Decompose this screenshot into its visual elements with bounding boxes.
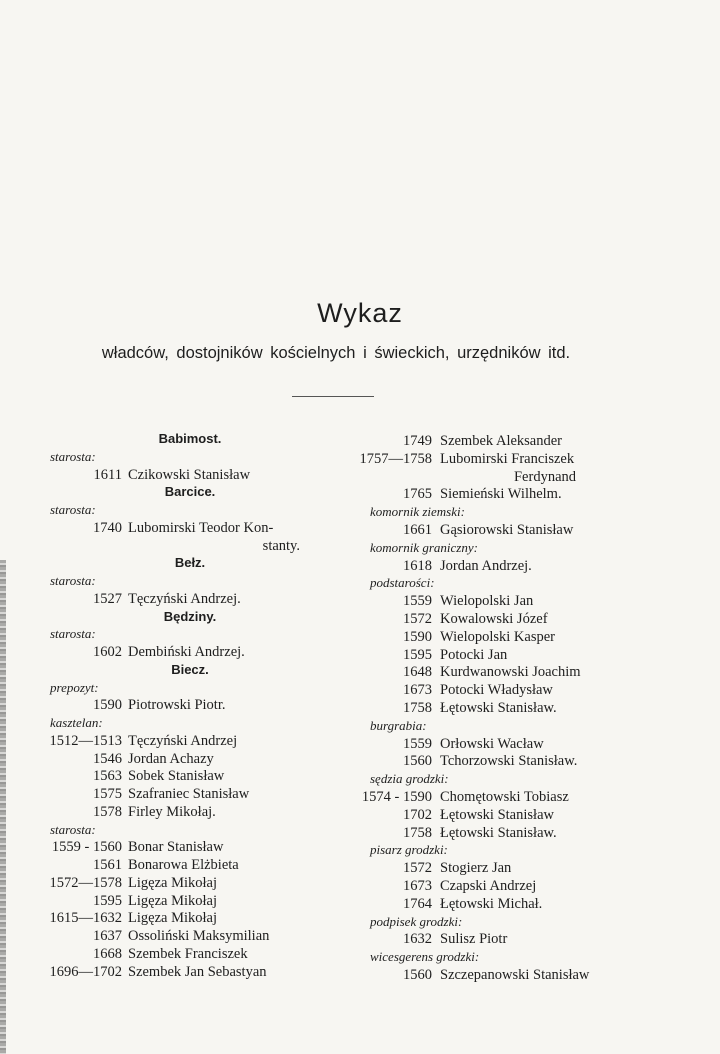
- office-title-row: [370, 717, 427, 735]
- official-name: Stogierz Jan: [440, 860, 512, 877]
- office-title-row: [370, 841, 448, 859]
- entry-year: 1661: [403, 522, 432, 538]
- scan-binding-edge: [0, 560, 6, 1054]
- entry-year: 1749: [403, 433, 432, 449]
- place-heading-row: [100, 661, 280, 679]
- official-name: Szembek Aleksander: [440, 433, 563, 449]
- office-title: pisarz grodzki:: [370, 842, 448, 858]
- official-name: Łętowski Stanisław: [440, 806, 554, 823]
- place-heading: Babimost.: [158, 431, 222, 446]
- office-title: burgrabia:: [370, 717, 427, 733]
- name-continuation: Ferdynand: [513, 468, 576, 485]
- office-title-row: [50, 714, 103, 732]
- entry-year: 1563: [93, 768, 122, 785]
- official-name: Kowalowski Józef: [440, 611, 548, 627]
- entry-year: 1618: [403, 557, 432, 574]
- entry-year: 1574 - 1590: [361, 789, 432, 805]
- office-title-row: [50, 501, 96, 519]
- official-name: Bonarowa Elżbieta: [128, 857, 239, 873]
- official-name: Tęczyński Andrzej.: [128, 590, 241, 607]
- office-title-row: [50, 821, 96, 839]
- entry-year: 1578: [93, 803, 122, 820]
- official-name: Siemieński Wilhelm.: [440, 486, 562, 503]
- entry-year: 1696—1702: [49, 963, 122, 980]
- official-name: Jordan Achazy: [128, 750, 214, 767]
- entry-year: 1590: [403, 628, 432, 645]
- place-heading: Barcice.: [164, 484, 216, 500]
- entry-year: 1632: [403, 931, 432, 948]
- official-name: Szembek Franciszek: [128, 945, 248, 962]
- entry-year: 1673: [403, 878, 432, 894]
- official-name: Ossoliński Maksymilian: [128, 928, 270, 944]
- official-name: Firley Mikołaj.: [128, 803, 216, 820]
- entry-year: 1572: [403, 860, 432, 877]
- entry-year: 1512—1513: [49, 732, 122, 749]
- name-continuation: stanty.: [262, 537, 300, 554]
- official-name: Dembiński Andrzej.: [128, 644, 245, 660]
- name-continuation-row: [0, 537, 300, 555]
- office-title: wicesgerens grodzki:: [370, 949, 480, 965]
- name-continuation-row: [0, 468, 576, 486]
- entry-year: 1648: [403, 664, 432, 681]
- official-name: Czapski Andrzej: [440, 878, 537, 894]
- official-name: Gąsiorowski Stanisław: [440, 522, 574, 538]
- entry-year: 1527: [93, 590, 122, 607]
- office-title: komornik graniczny:: [370, 539, 478, 555]
- official-name: Ligęza Mikołaj: [128, 892, 217, 909]
- entry-year: 1765: [403, 486, 432, 503]
- official-name: Czikowski Stanisław: [128, 466, 251, 483]
- official-name: Szafraniec Stanisław: [128, 786, 250, 802]
- entry-year: 1560: [403, 753, 432, 770]
- office-title-row: [370, 503, 465, 521]
- official-name: Łętowski Stanisław.: [440, 700, 557, 716]
- entry-year: 1611: [93, 466, 122, 483]
- entry-year: 1637: [93, 928, 122, 944]
- entry-year: 1560: [403, 967, 432, 983]
- official-name: Łętowski Stanisław.: [440, 824, 557, 841]
- page-subtitle: władców, dostojników kościelnych i świeckich, urzędników itd.: [101, 344, 571, 362]
- office-title: starosta:: [50, 448, 96, 464]
- office-title: kasztelan:: [50, 715, 103, 730]
- place-heading-row: [100, 608, 280, 626]
- entry-year: 1559: [403, 593, 432, 610]
- entry-year: 1673: [403, 682, 432, 699]
- official-name: Lubomirski Franciszek: [440, 450, 575, 467]
- place-heading: Biecz.: [171, 661, 209, 677]
- official-name: Orłowski Wacław: [440, 735, 544, 752]
- page-title: Wykaz: [317, 298, 403, 328]
- entry-year: 1559 - 1560: [51, 839, 122, 856]
- office-title-row: [50, 625, 96, 643]
- office-title-row: [50, 679, 99, 697]
- office-title-row: [370, 574, 435, 592]
- office-title: sędzia grodzki:: [370, 771, 449, 787]
- official-name: Kurdwanowski Joachim: [440, 664, 581, 681]
- official-name: Bonar Stanisław: [128, 839, 224, 856]
- official-name: Łętowski Michał.: [440, 895, 543, 912]
- official-name: Wielopolski Kasper: [440, 628, 555, 645]
- entry-year: 1595: [403, 646, 432, 663]
- official-name: Chomętowski Tobiasz: [440, 789, 569, 805]
- official-name: Ligęza Mikołaj: [128, 910, 217, 927]
- place-heading: Bełz.: [174, 555, 206, 571]
- official-name: Potocki Władysław: [440, 682, 553, 699]
- office-title: starosta:: [50, 573, 96, 588]
- office-title: starosta:: [50, 502, 96, 517]
- entry-year: 1740: [93, 519, 122, 536]
- official-name: Sobek Stanisław: [128, 768, 225, 785]
- place-heading-row: [100, 483, 280, 501]
- office-title: starosta:: [50, 626, 96, 642]
- entry-year: 1572: [403, 611, 432, 627]
- entry-year: 1546: [93, 750, 122, 767]
- office-title: prepozyt:: [50, 679, 99, 695]
- office-title-row: [50, 572, 96, 590]
- official-name: Sulisz Piotr: [440, 931, 508, 948]
- official-name: Ligęza Mikołaj: [128, 874, 217, 891]
- entry-year: 1590: [93, 697, 122, 714]
- place-heading-row: [100, 554, 280, 572]
- office-title: podpisek grodzki:: [370, 913, 463, 929]
- official-name: Wielopolski Jan: [440, 593, 534, 610]
- official-name: Piotrowski Piotr.: [128, 697, 226, 714]
- entry-year: 1559: [403, 735, 432, 752]
- office-title-row: [370, 913, 462, 931]
- official-name: Szczepanowski Stanisław: [440, 967, 590, 983]
- entry-year: 1758: [403, 824, 432, 841]
- official-name: Jordan Andrzej.: [440, 557, 532, 574]
- entry-year: 1615—1632: [49, 910, 122, 927]
- entry-year: 1757—1758: [359, 450, 432, 467]
- official-name: Potocki Jan: [440, 646, 508, 663]
- office-title: komornik ziemski:: [370, 504, 465, 520]
- entry-year: 1758: [403, 700, 432, 716]
- title-divider: [292, 396, 374, 397]
- place-heading: Będziny.: [163, 608, 217, 624]
- office-title: podstarości:: [370, 575, 435, 591]
- office-title-row: [370, 948, 479, 966]
- entry-year: 1764: [403, 895, 432, 912]
- entry-year: 1602: [93, 644, 122, 660]
- entry-year: 1561: [93, 857, 122, 873]
- entry-year: 1572—1578: [49, 874, 122, 891]
- official-name: Tęczyński Andrzej: [128, 732, 238, 749]
- official-name: Tchorzowski Stanisław.: [440, 753, 578, 770]
- entry-year: 1702: [403, 806, 432, 823]
- office-title-row: [370, 539, 478, 557]
- office-title-row: [370, 770, 449, 788]
- official-name: Szembek Jan Sebastyan: [128, 963, 267, 980]
- office-title: starosta:: [50, 821, 96, 837]
- entry-year: 1595: [93, 892, 122, 909]
- entry-year: 1668: [93, 945, 122, 962]
- office-title-row: [50, 448, 96, 466]
- official-name: Lubomirski Teodor Kon-: [128, 519, 274, 536]
- entry-year: 1575: [93, 786, 122, 802]
- place-heading-row: [100, 430, 280, 448]
